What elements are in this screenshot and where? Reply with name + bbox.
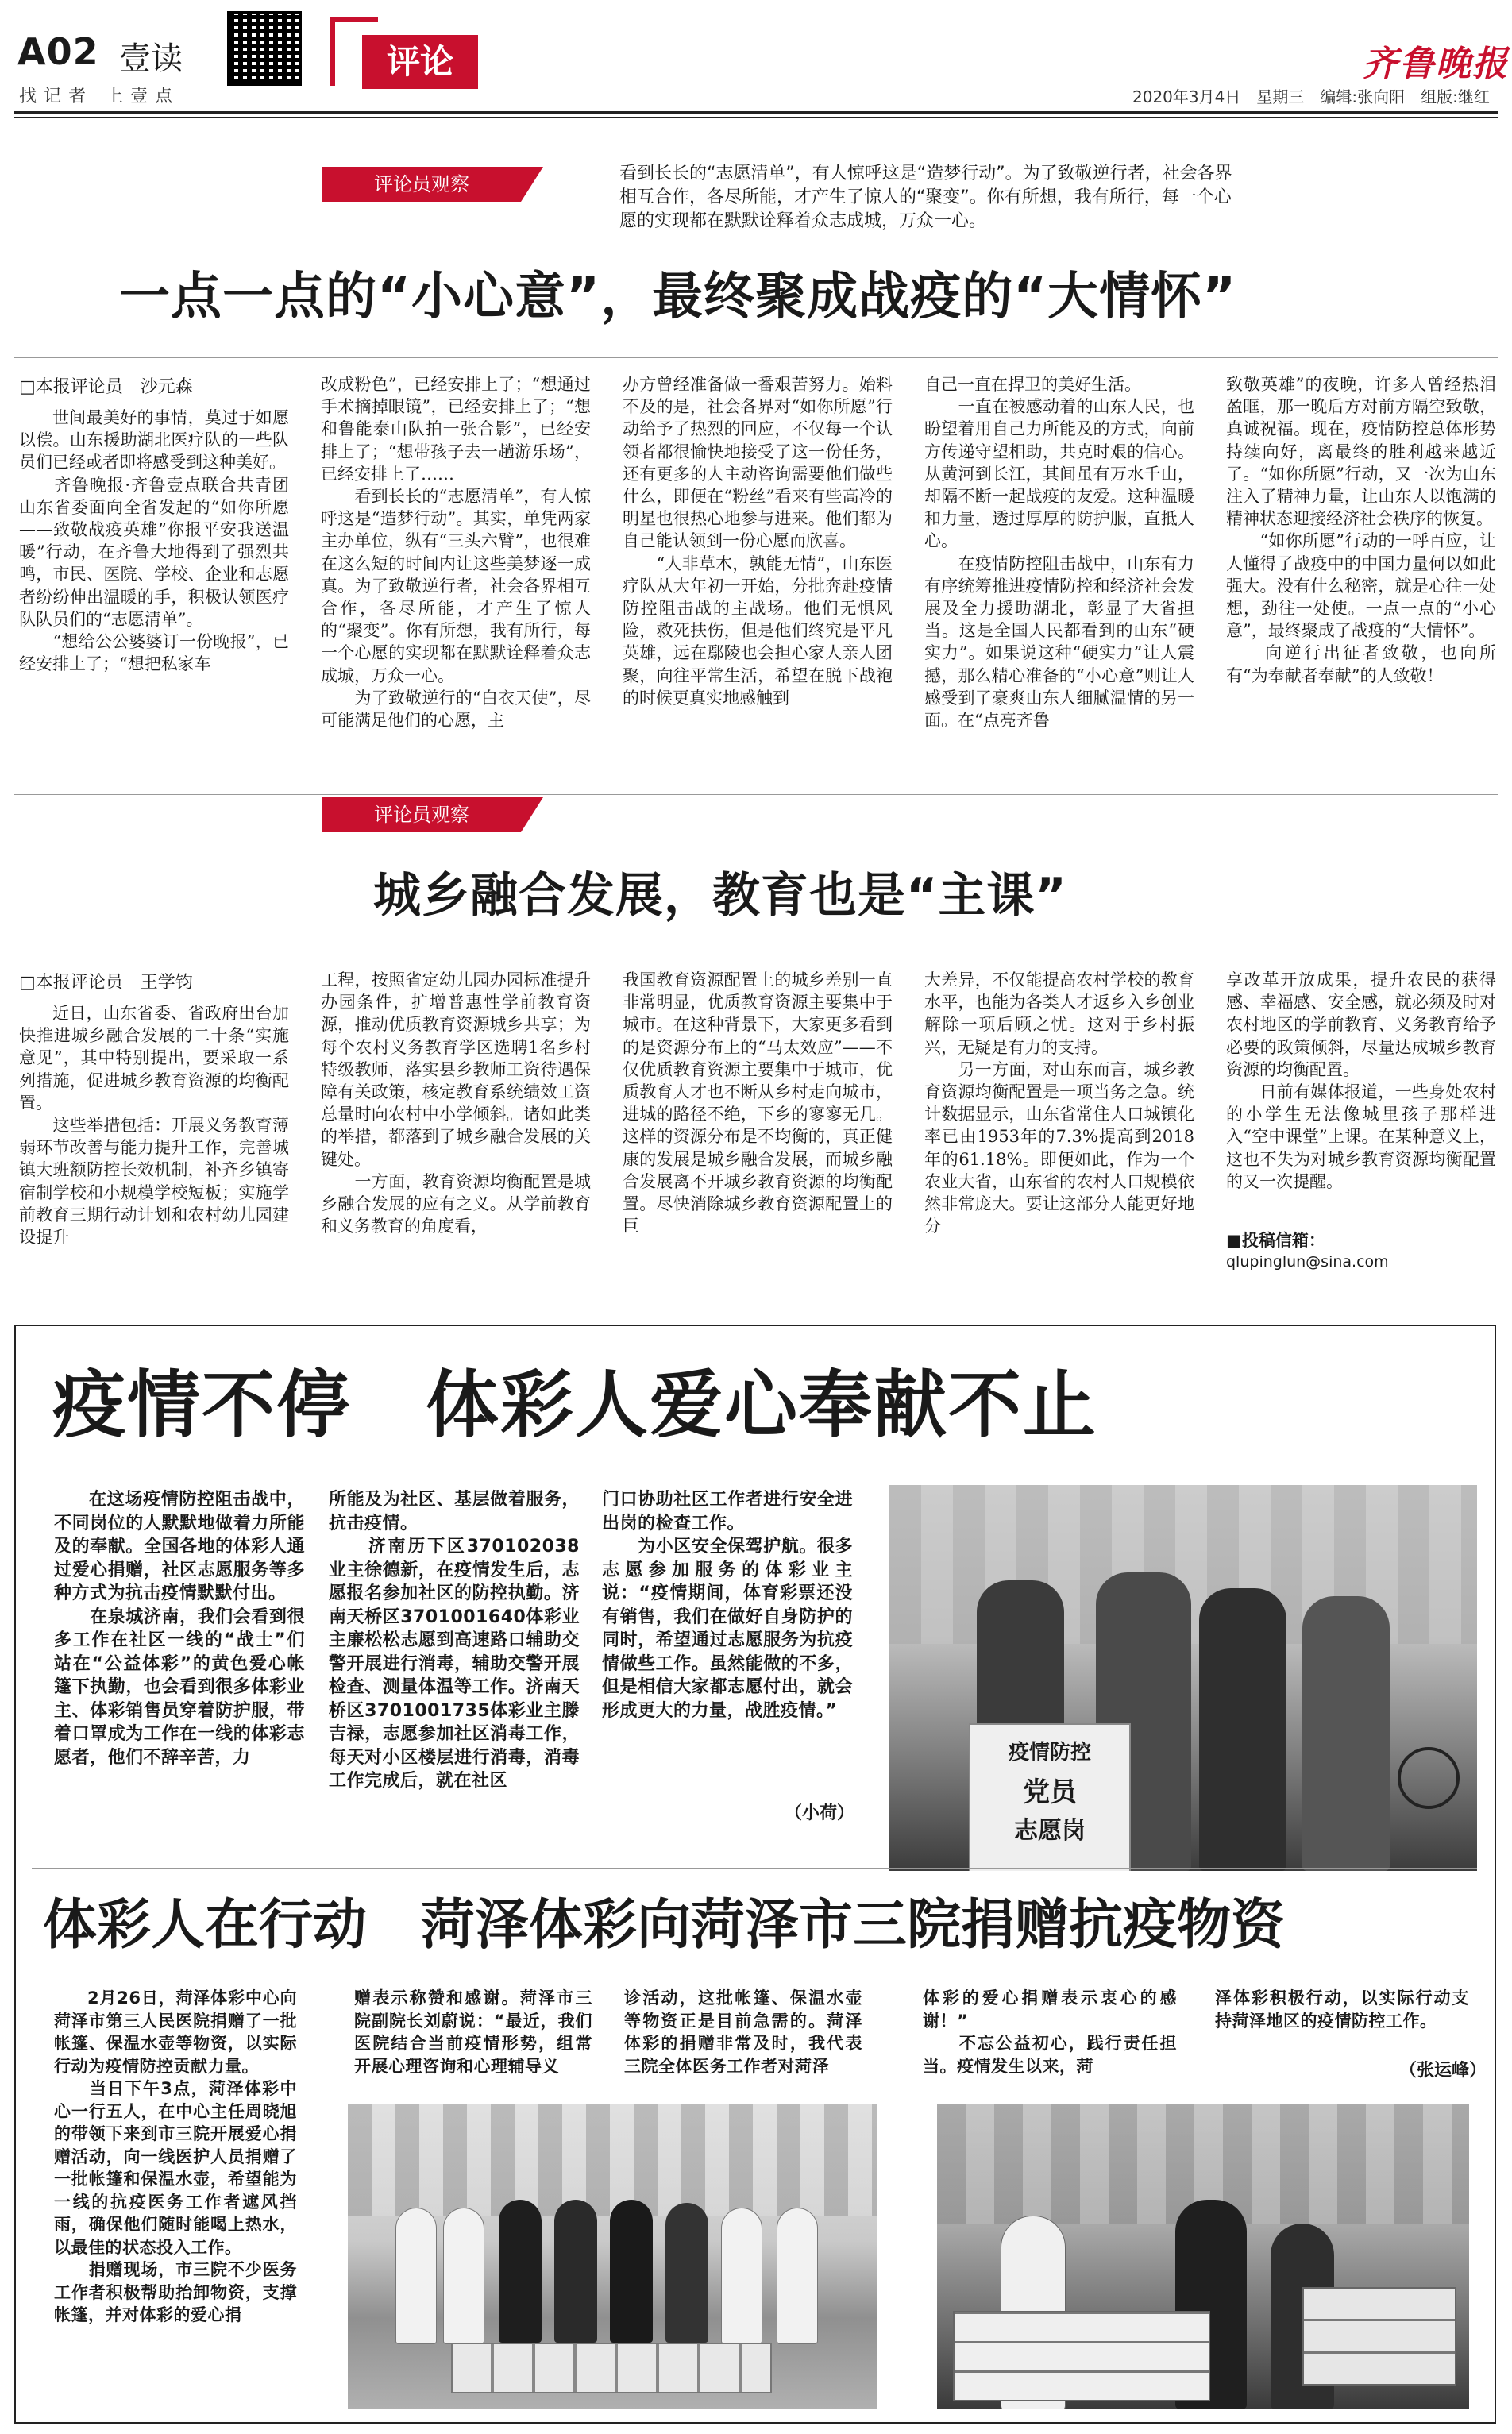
article2-tag: 评论员观察 (322, 797, 521, 832)
article2-title: 城乡融合发展，教育也是“主课” (373, 868, 1067, 924)
article2-col1: 近日，山东省委、省政府出台加快推进城乡融合发展的二十条“实施意见”，其中特别提出，要采取一系列措施，促进城乡教育资源的均衡配置。 这些举措包括：开展义务教育薄弱环节改善与能力提升工作，完善城镇大班额防控长效机制，补齐乡镇寄宿制学校和小规模学校短板；实施学前教育三期行动计划和农村幼儿园建设提升 (19, 1004, 289, 1248)
staff-figure (665, 2203, 708, 2343)
article1-title: 一点一点的“小心意”，最终聚成战疫的“大情怀” (119, 268, 1237, 326)
article1-bottom-rule (14, 794, 1498, 795)
masthead-rule-thin (14, 117, 1498, 118)
article1-col5: 致敬英雄”的夜晚，许多人曾经热泪盈眶，那一晚后方对前方隔空致敬，真诚祝福。现在，疫情防控总体形势持续向好，离最终的胜利越来越近了。“如你所愿”行动，又一次为山东注入了精神力量，让山东人以饱满的精神状态迎接经济社会秩序的恢复。 “如你所愿”行动的一呼百应，让人懂得了战疫中的中国力量何以如此强大。没有什么秘密，就是心往一处想，劲往一处使。一点一点的“小心意”，最终聚成了战疫的“大情怀”。 向逆行出征者致敬，也向所有“为奉献者奉献”的人致敬！ (1226, 375, 1496, 685)
staff-figure (721, 2208, 762, 2344)
sign-text-line3: 志愿岗 (1014, 1817, 1086, 1845)
volunteer-figure (1302, 1596, 1390, 1871)
article1-byline: □本报评论员 沙元森 (19, 377, 193, 397)
ad1-col1: 在这场疫情防控阻击战中，不同岗位的人默默地做着力所能及的奉献。全国各地的体彩人通过爱心捐赠，社区志愿服务等多种方式为抗击疫情默默付出。 在泉城济南，我们会看到很多工作在社区一线的“战士”们站在“公益体彩”的黄色爱心帐篷下执勤，也会看到很多体彩业主、体彩销售员穿着防护服，带着口罩成为工作在一线的体彩志愿者，他们不辞辛苦，力 (54, 1490, 305, 1768)
ad-divider (32, 1868, 1477, 1869)
contact-label: ■投稿信箱： (1226, 1231, 1325, 1250)
supply-boxes (953, 2311, 1210, 2401)
staff-figure (554, 2200, 597, 2343)
supply-boxes (451, 2343, 772, 2393)
article2-col2: 工程，按照省定幼儿园办园标准提升办园条件，扩增普惠性学前教育资源，推动优质教育资源城乡共享；为每个农村义务教育学区选聘1名乡村特级教师，落实县乡教师工资待遇保障有关政策，核定教育系统绩效工资总量时向农村中小学倾斜。诸如此类的举措，都落到了城乡融合发展的关键处。 一方面，教育资源均衡配置是城乡融合发展的应有之义。从学前教育和义务教育的角度看， (321, 970, 591, 1236)
article1-tag: 评论员观察 (322, 167, 521, 202)
volunteer-figure (1199, 1588, 1286, 1871)
donation-group-photo (348, 2104, 877, 2409)
column-tab-topline (330, 17, 378, 22)
volunteers-photo (889, 1485, 1477, 1871)
ad2-credit: （张运峰） (1399, 2061, 1487, 2081)
sign-text-line1: 疫情防控 (1008, 1741, 1091, 1765)
article1-col1: 世间最美好的事情，莫过于如愿以偿。山东援助湖北医疗队的一些队员们已经或者即将感受到这种美好。 齐鲁晚报·齐鲁壹点联合共青团山东省委面向全省发起的“如你所愿——致敬战疫英雄”你报平安我送温暖”行动，在齐鲁大地得到了强烈共鸣，市民、医院、学校、企业和志愿者纷纷伸出温暖的手，积极认领医疗队队员们的“志愿清单”。 “想给公公婆婆订一份晚报”，已经安排上了；“想把私家车 (19, 408, 289, 674)
qr-code (227, 11, 302, 86)
ad2-col4: 体彩的爱心捐赠表示衷心的感谢！” 不忘公益初心，践行责任担当。疫情发生以来，菏 (923, 1988, 1177, 2076)
ad2-col3: 诊活动，这批帐篷、保温水壶等物资正是目前急需的。菏泽体彩的捐赠非常及时，我代表三院全体医务工作者对菏泽 (624, 1988, 862, 2076)
article1-col4: 自己一直在捍卫的美好生活。 一直在被感动着的山东人民，也盼望着用自己力所能及的方式，向前方传递守望相助，共克时艰的信心。从黄河到长江，其间虽有万水千山，却隔不断一起战疫的友爱。这种温暖和力量，透过厚厚的防护服，直抵人心。 在疫情防控阻击战中，山东有力有序统筹推进疫情防控和经济社会发展及全力援助湖北，彰显了大省担当。这是全国人民都看到的山东“硬实力”。如果说这种“硬实力”让人震撼，那么精心准备的“小心意”则让人感受到了豪爽山东人细腻温情的另一面。在“点亮齐鲁 (924, 375, 1194, 731)
article1-col2: 改成粉色”，已经安排上了；“想通过手术摘掉眼镜”，已经安排上了；“想和鲁能泰山队拍一张合影”，已经安排上了；“想带孩子去一趟游乐场”，已经安排上了…… 看到长长的“志愿清单”，有人惊呼这是“造梦行动”。其实，单凭两家主办单位，纵有“三头六臂”，也很难在这么短的时间内让这些美梦逐一成真。为了致敬逆行者，社会各界相互合作，各尽所能，才产生了惊人的“聚变”。你有所想，我有所行，每一个心愿的实现都在默默诠释着众志成城，万众一心。 为了致敬逆行的“白衣天使”，尽可能满足他们的心愿，主 (321, 375, 591, 731)
column-tab-badge: 评论 (362, 35, 478, 89)
ad1-col2: 所能及为社区、基层做着服务，抗击疫情。 济南历下区370102038业主徐德新，在疫情发生后，志愿报名参加社区的防控执勤。济南天桥区3701001640体彩业主廉松松志愿到高速路口辅助交警开展进行消毒，辅助交警开展检查、测量体温等工作。济南天桥区3701001735体彩业主滕吉禄，志愿参加社区消毒工作，每天对小区楼层进行消毒，消毒工作完成后，就在社区 (329, 1490, 580, 1791)
sign-text-line2: 党员 (1023, 1776, 1077, 1808)
ad2-col2: 赠表示称赞和感谢。菏泽市三院副院长刘蔚说：“最近，我们医院结合当前疫情形势，组常开展心理咨询和心理辅导义 (354, 1988, 592, 2076)
column-tab-frame (330, 17, 335, 86)
article1-tag-tail (521, 167, 543, 202)
paper-logo: 齐鲁晚报 (1363, 44, 1509, 84)
section-name: 壹读 (119, 41, 183, 77)
masthead-rule (14, 111, 1498, 114)
article1-deck: 看到长长的“志愿清单”，有人惊呼这是“造梦行动”。为了致敬逆行者，社会各界相互合作，各尽所能，才产生了惊人的“聚变”。你有所想，我有所行，每一个心愿的实现都在默默诠释着众志成城，万众一心。 (619, 164, 1232, 231)
ad2-title: 体彩人在行动 菏泽体彩向菏泽市三院捐赠抗疫物资 (43, 1894, 1286, 1957)
article2-col4: 大差异，不仅能提高农村学校的教育水平，也能为各类人才返乡入乡创业解除一项后顾之忧。这对于乡村振兴，无疑是有力的支持。 另一方面，对山东而言，城乡教育资源均衡配置是一项当务之急。统计数据显示，山东省常住人口城镇化率已由1953年的7.3%提高到2018年的61.18%。即便如此，作为一个农业大省，山东省的农村人口规模依然非常庞大。要让这部分人能更好地分 (924, 970, 1194, 1236)
photo-building (348, 2104, 877, 2216)
dateline: 2020年3月4日 星期三 编辑:张向阳 组版:继红 (1132, 87, 1490, 106)
masthead-slogan: 找记者 上壹点 (19, 87, 179, 106)
ad1-credit: （小荷） (785, 1803, 855, 1823)
article1-col3: 办方曾经准备做一番艰苦努力。始料不及的是，社会各界对“如你所愿”行动给予了热烈的回应，不仅每一个认领者都很愉快地接受了这一份任务，还有更多的人主动咨询需要他们做些什么，即便在“粉丝”看来有些高冷的明星也很热心地参与进来。他们都为自己能认领到一份心愿而欣喜。 “人非草木，孰能无情”，山东医疗队从大年初一开始，分批奔赴疫情防控阻击战的主战场。他们无惧风险，救死扶伤，但是他们终究是平凡英雄，远在鄢陵也会担心家人亲人团聚，向往平常生活，希望在脱下战袍的时候更真实地感触到 (623, 375, 893, 708)
article2-col5: 享改革开放成果，提升农民的获得感、幸福感、安全感，就必须及时对农村地区的学前教育、义务教育给予必要的政策倾斜，尽量达成城乡教育资源的均衡配置。 日前有媒体报道，一些身处农村的小学生无法像城里孩子那样进入“空中课堂”上课。在某种意义上，这也不失为对城乡教育资源均衡配置的又一次提醒。 (1226, 970, 1496, 1191)
ad1-title: 疫情不停 体彩人爱心奉献不止 (52, 1363, 1098, 1448)
article1-title-rule (14, 357, 1498, 358)
staff-figure (610, 2200, 653, 2343)
page-number: A02 (17, 30, 99, 73)
article2-byline: □本报评论员 王学钧 (19, 973, 193, 993)
staff-figure (395, 2208, 437, 2344)
staff-figure (499, 2200, 542, 2343)
staff-figure (443, 2208, 484, 2344)
contact-email: qlupinglun@sina.com (1226, 1253, 1389, 1271)
volunteer-sign (969, 1723, 1131, 1871)
unloading-supplies-photo (937, 2104, 1469, 2409)
bicycle-shape (1398, 1747, 1460, 1809)
ad1-col3: 门口协助社区工作者进行安全进出岗的检查工作。 为小区安全保驾护航。很多志愿参加服务的体彩业主说：“疫情期间，体育彩票还没有销售，我们在做好自身防护的同时，希望通过志愿服务为抗疫情做些工作。虽然能做的不多，但是相信大家都志愿付出，就会形成更大的力量，战胜疫情。” (602, 1490, 853, 1721)
article2-tag-tail (521, 797, 543, 832)
staff-figure (777, 2208, 818, 2344)
ad2-col1: 2月26日，菏泽体彩中心向菏泽市第三人民医院捐赠了一批帐篷、保温水壶等物资，以实际行动为疫情防控贡献力量。 当日下午3点，菏泽体彩中心一行五人，在中心主任周晓旭的带领下来到市三院开展爱心捐赠活动，向一线医护人员捐赠了一批帐篷和保温水壶，希望能为一线的抗疫医务工作者遮风挡雨，确保他们随时能喝上热水，以最佳的状态投入工作。 捐赠现场，市三院不少医务工作者积极帮助抬卸物资，支撑帐篷，并对体彩的爱心捐 (54, 1988, 297, 2324)
article2-col3: 我国教育资源配置上的城乡差别一直非常明显，优质教育资源主要集中于城市。在这种背景下，大家更多看到的是资源分布上的“马太效应”——不仅优质教育资源主要集中于城市，优质教育人才也不断从乡村走向城市，进城的路径不绝，下乡的寥寥无几。这样的资源分布是不均衡的，真正健康的发展是城乡融合发展，而城乡融合发展离不开城乡教育资源的均衡配置。尽快消除城乡教育资源配置上的巨 (623, 970, 893, 1236)
supply-boxes (1302, 2287, 1456, 2386)
ad2-col5: 泽体彩积极行动，以实际行动支持菏泽地区的疫情防控工作。 (1215, 1988, 1469, 2031)
